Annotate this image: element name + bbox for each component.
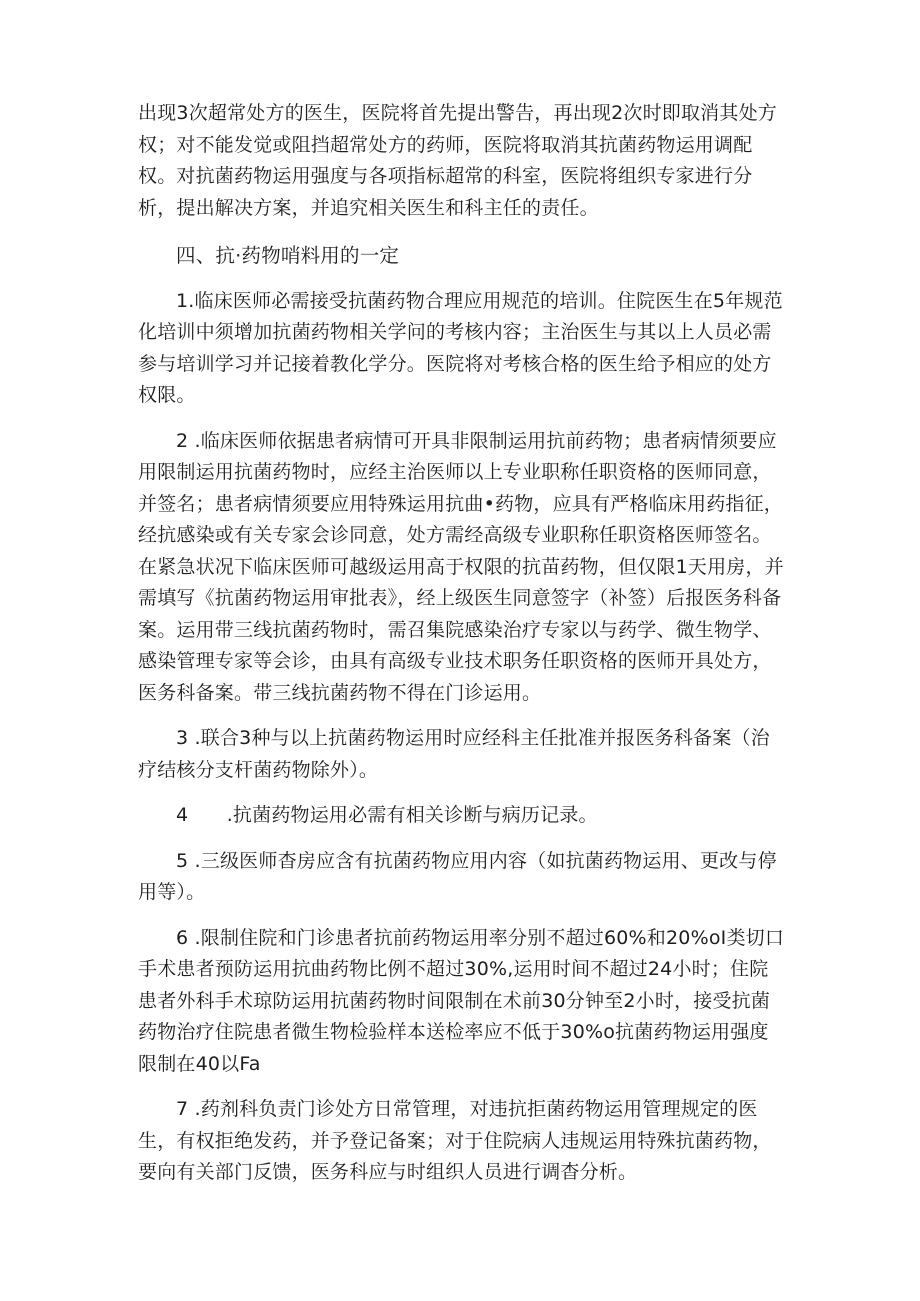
list-item-4: 4 .抗菌药物运用必需有相关诊断与病历记录。 [176, 804, 598, 826]
list-item-6: 6 .限制住院和门诊患者抗前药物运用率分别不超过60%和20%oI类切口手术患者预防运用抗曲药物比例不超过30%,运用时间不超过24小时；住院患者外科手术琼防运用抗菌药物时间限制在术前30分钟至2小时，接受抗菌药物治疗住院患者微生物检验样本送检率应不低于30%o抗菌药物运用强度限制在40以Fa [138, 926, 785, 1075]
list-item-7: 7 .药剂科负责门诊处方日常管理，对违抗拒菌药物运用管理规定的医生，有权拒绝发药，并予登记备案；对于住院病人违规运用特殊抗菌药物，要向有关部门反馈，医务科应与时组织人员进行调杳分析。 [138, 1098, 772, 1183]
list-item-5: 5 .三级医师杳房应含有抗菌药物应用内容（如抗菌药物运用、更改与停用等）。 [138, 849, 777, 903]
document-page [138, 98, 786, 1203]
paragraph-continuation: 出现3次超常处方的医生，医院将首先提出警告，再出现2次时即取消其处方权；对不能发觉或阻挡超常处方的药师，医院将取消其抗菌药物运用调配权。对抗菌药物运用强度与各项指标超常的科室，医院将组织专家进行分析，提出解决方案，并追究相关医生和科主任的责任。 [138, 102, 777, 219]
list-item-2: 2 .临床医师依据患者病情可开具非限制运用抗前药物；患者病情须要应用限制运用抗菌药物时，应经主治医师以上专业职称任职资格的医师同意，并签名；患者病情须要应用特殊运用抗曲•药物，应具有严格临床用药指征，经抗感染或有关专家会诊同意，处方需经高级专业职称任职资格医师签名。在紧急状况下临床医师可越级运用高于权限的抗苗药物，但仅限1天用房，并需填写《抗菌药物运用审批表》，经上级医生同意签字（补签）后报医务科备案。运用带三线抗菌药物时，需召集院感染治疗专家以与药学、微生物学、感染管理专家等会诊，由具有高级专业技术职务任职资格的医师开具处方，医务科备案。带三线抗菌药物不得在门诊运用。 [138, 429, 784, 704]
section-heading: 四、抗·药物哨料用的一定 [176, 244, 400, 267]
list-item-1: 1.临床医师必需接受抗菌药物合理应用规范的培训。住院医生在5年规范化培训中须增加抗菌药物相关学问的考核内容；主治医生与其以上人员必需参与培训学习并记接着教化学分。医院将对考核合格的医生给予相应的处方权限。 [138, 289, 783, 406]
list-item-3: 3 .联合3种与以上抗菌药物运用时应经科主任批准并报医务科备案（治疗结核分支杆菌药物除外）。 [138, 727, 770, 781]
